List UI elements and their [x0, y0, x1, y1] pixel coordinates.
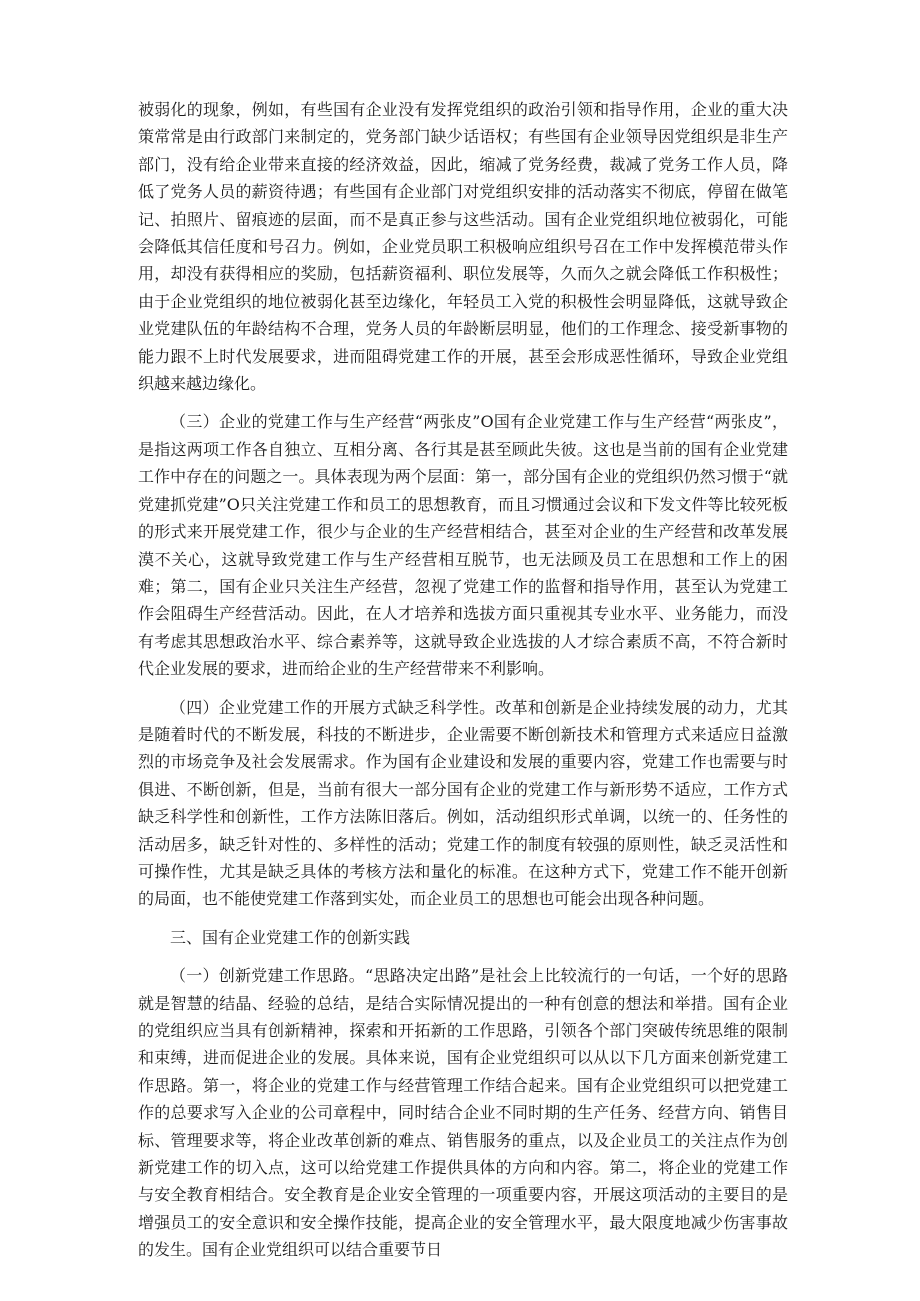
paragraph-methods-unscientific: （四）企业党建工作的开展方式缺乏科学性。改革和创新是企业持续发展的动力，尤其是随着时代的不断发展，科技的不断进步，企业需要不断创新技术和管理方式来适应日益激烈的市场竞争及社会发展需求。作为国有企业建设和发展的重要内容，党建工作也需要与时俱进、不断创新，但是，当前有很大一部分国有企业的党建工作与新形势不适应，工作方式缺乏科学性和创新性，工作方法陈旧落后。例如，活动组织形式单调，以统一的、任务性的活动居多，缺乏针对性的、多样性的活动；党建工作的制度有较强的原则性，缺乏灵活性和可操作性，尤其是缺乏具体的考核方法和量化的标准。在这种方式下，党建工作不能开创新的局面，也不能使党建工作落到实处，而企业员工的思想也可能会出现各种问题。 — [138, 697, 788, 909]
paragraph-two-skins: （三）企业的党建工作与生产经营“两张皮”O国有企业党建工作与生产经营“两张皮”，是指这两项工作各自独立、互相分离、各行其是甚至顾此失彼。这也是当前的国有企业党建工作中存在的问题之一。具体表现为两个层面：第一，部分国有企业的党组织仍然习惯于“就党建抓党建”O只关注党建工作和员工的思想教育，而且习惯通过会议和下发文件等比较死板的形式来开展党建工作，很少与企业的生产经营相结合，甚至对企业的生产经营和改革发展漠不关心，这就导致党建工作与生产经营相互脱节，也无法顾及员工在思想和工作上的困难；第二，国有企业只关注生产经营，忽视了党建工作的监督和指导作用，甚至认为党建工作会阻碍生产经营活动。因此，在人才培养和选拔方面只重视其专业水平、业务能力，而没有考虑其思想政治水平、综合素养等，这就导致企业选拔的人才综合素质不高，不符合新时代企业发展的要求，进而给企业的生产经营带来不利影响。 — [138, 412, 788, 679]
section-heading-innovation-practice: 三、国有企业党建工作的创新实践 — [170, 927, 411, 947]
paragraph-party-org-weakened: 被弱化的现象，例如，有些国有企业没有发挥党组织的政治引领和指导作用，企业的重大决策常常是由行政部门来制定的，党务部门缺少话语权；有些国有企业领导因党组织是非生产部门，没有给企业带来直接的经济效益，因此，缩减了党务经费，裁减了党务工作人员，降低了党务人员的薪资待遇；有些国有企业部门对党组织安排的活动落实不彻底，停留在做笔记、拍照片、留痕迹的层面，而不是真正参与这些活动。国有企业党组织地位被弱化，可能会降低其信任度和号召力。例如，企业党员职工积极响应组织号召在工作中发挥模范带头作用，却没有获得相应的奖励，包括薪资福利、职位发展等，久而久之就会降低工作积极性；由于企业党组织的地位被弱化甚至边缘化，年轻员工入党的积极性会明显降低，这就导致企业党建队伍的年龄结构不合理，党务人员的年龄断层明显，他们的工作理念、接受新事物的能力跟不上时代发展要求，进而阻碍党建工作的开展，甚至会形成恶性循环，导致企业党组织越来越边缘化。 — [138, 100, 788, 394]
document-page — [138, 96, 788, 1275]
paragraph-innovate-thinking: （一）创新党建工作思路。“思路决定出路”是社会上比较流行的一句话，一个好的思路就是智慧的结晶、经验的总结，是结合实际情况提出的一种有创意的想法和举措。国有企业的党组织应当具有创新精神，探索和开拓新的工作思路，引领各个部门突破传统思维的限制和束缚，进而促进企业的发展。具体来说，国有企业党组织可以从以下几方面来创新党建工作思路。第一，将企业的党建工作与经营管理工作结合起来。国有企业党组织可以把党建工作的总要求写入企业的公司章程中，同时结合企业不同时期的生产任务、经营方向、销售目标、管理要求等，将企业改革创新的难点、销售服务的重点，以及企业员工的关注点作为创新党建工作的切入点，这可以给党建工作提供具体的方向和内容。第二，将企业的党建工作与安全教育相结合。安全教育是企业安全管理的一项重要内容，开展这项活动的主要目的是增强员工的安全意识和安全操作技能，提高企业的安全管理水平，最大限度地减少伤害事故的发生。国有企业党组织可以结合重要节日 — [138, 966, 788, 1260]
